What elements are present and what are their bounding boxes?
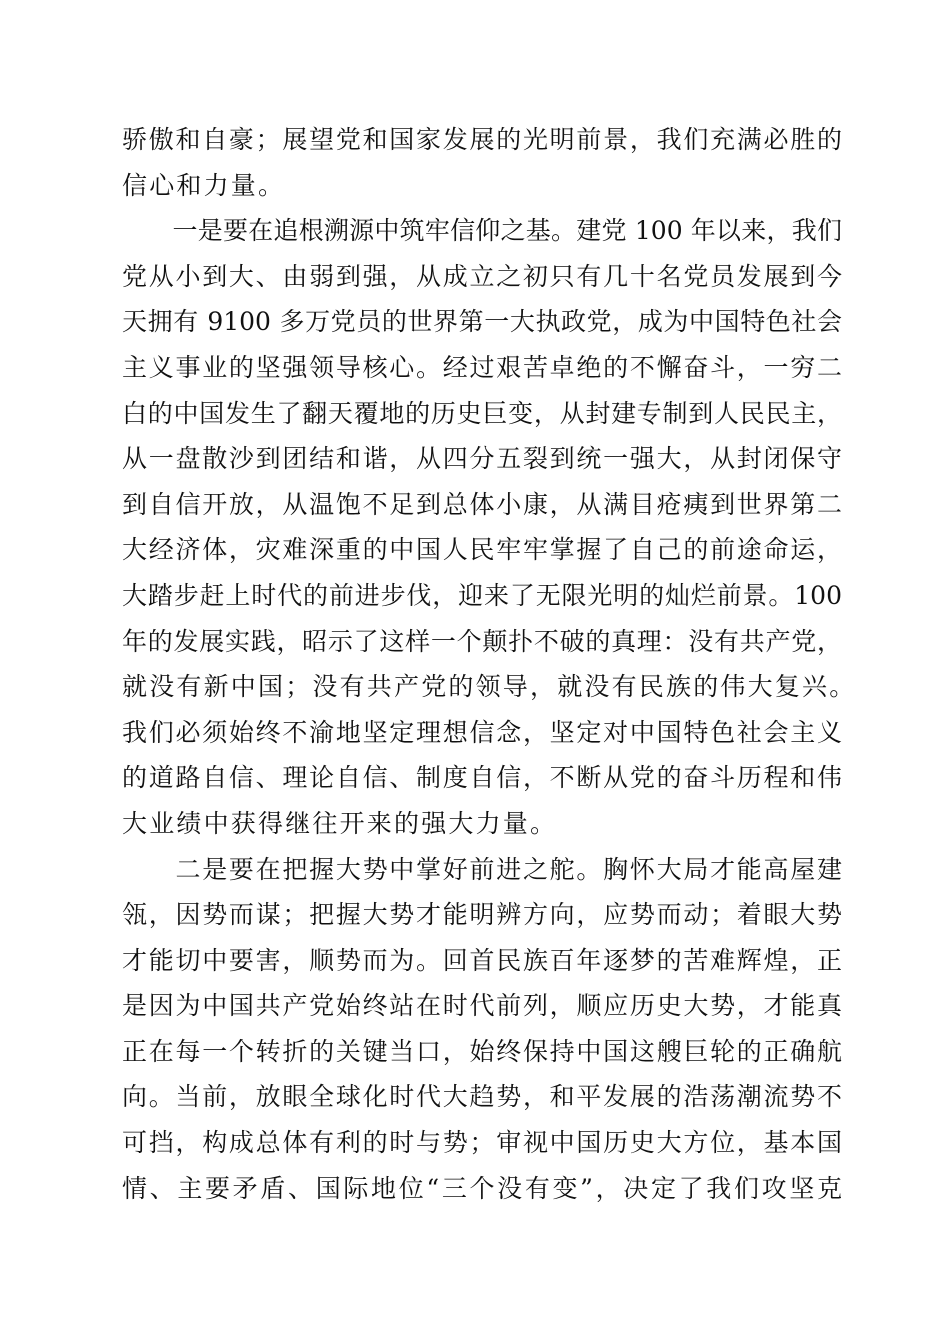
text-line: 主义事业的坚强领导核心。经过艰苦卓绝的不懈奋斗，一穷二 (122, 352, 842, 382)
text-line: 二是要在把握大势中掌好前进之舵。胸怀大局才能高屋建 (122, 854, 842, 884)
text-line: 到自信开放，从温饱不足到总体小康，从满目疮痍到世界第二 (122, 489, 842, 519)
text-line: 从一盘散沙到团结和谐，从四分五裂到统一强大，从封闭保守 (122, 444, 842, 474)
text-line: 大业绩中获得继往开来的强大力量。 (122, 808, 558, 838)
text-line: 就没有新中国；没有共产党的领导，就没有民族的伟大复兴。 (122, 672, 857, 702)
text-line: 天拥有 9100 多万党员的世界第一大执政党，成为中国特色社会 (122, 307, 842, 337)
text-line: 骄傲和自豪；展望党和国家发展的光明前景，我们充满必胜的 (122, 125, 842, 154)
paragraph-belief-foundation (122, 208, 857, 846)
text-line: 可挡，构成总体有利的时与势；审视中国历史大方位，基本国 (122, 1128, 842, 1158)
text-line: 信心和力量。 (122, 170, 286, 200)
text-line: 我们必须始终不渝地坚定理想信念，坚定对中国特色社会主义 (122, 717, 842, 747)
text-line: 才能切中要害，顺势而为。回首民族百年逐梦的苦难辉煌，正 (122, 945, 842, 975)
text-line: 大踏步赶上时代的前进步伐，迎来了无限光明的灿烂前景。100 (122, 580, 842, 610)
text-line: 白的中国发生了翻天覆地的历史巨变，从封建专制到人民民主， (122, 398, 842, 428)
text-line: 大经济体，灾难深重的中国人民牢牢掌握了自己的前途命运， (122, 535, 842, 565)
body-text (122, 117, 857, 1211)
text-line: 的道路自信、理论自信、制度自信，不断从党的奋斗历程和伟 (122, 763, 842, 793)
text-line: 是因为中国共产党始终站在时代前列，顺应历史大势，才能真 (122, 991, 842, 1021)
text-line: 瓴，因势而谋；把握大势才能明辨方向，应势而动；着眼大势 (122, 900, 842, 930)
text-line: 情、主要矛盾、国际地位“三个没有变”，决定了我们攻坚克 (122, 1173, 842, 1203)
text-line: 正在每一个转折的关键当口，始终保持中国这艘巨轮的正确航 (122, 1036, 842, 1066)
paragraph-grasp-trend (122, 847, 842, 1212)
paragraph-continuation (122, 117, 842, 208)
text-line: 年的发展实践，昭示了这样一个颠扑不破的真理：没有共产党， (122, 626, 842, 656)
text-line: 一是要在追根溯源中筑牢信仰之基。建党 100 年以来，我们 (122, 216, 842, 246)
text-line: 党从小到大、由弱到强，从成立之初只有几十名党员发展到今 (122, 261, 842, 291)
text-line: 向。当前，放眼全球化时代大趋势，和平发展的浩荡潮流势不 (122, 1082, 842, 1112)
